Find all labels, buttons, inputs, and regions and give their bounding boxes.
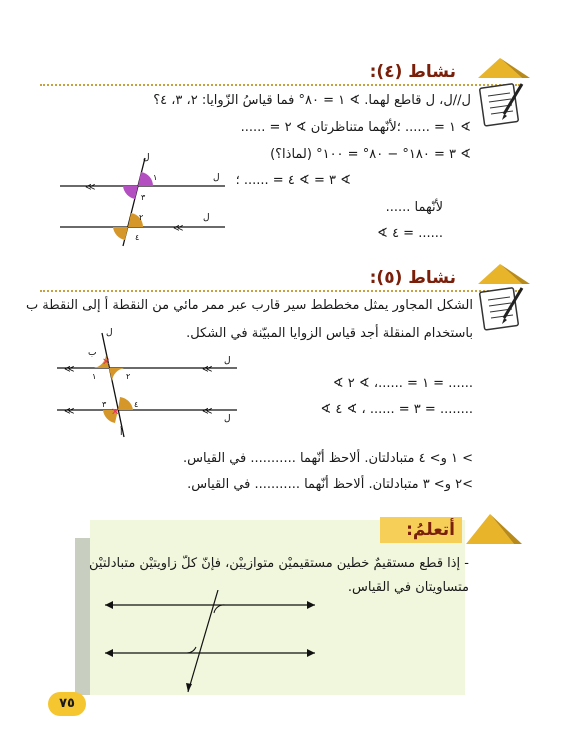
fig4-line-label: ل	[143, 153, 150, 163]
fig4-angle-label: ٤	[135, 233, 140, 242]
fig4-angle-label: ٢	[139, 213, 144, 222]
learn-parallel-lines-figure	[100, 590, 320, 695]
svg-text:≪: ≪	[85, 182, 96, 193]
fig5-point-b: ب	[88, 348, 97, 358]
fig5-angle-label: ٢	[126, 372, 131, 381]
svg-text:✕: ✕	[111, 407, 120, 418]
svg-text:✕: ✕	[102, 357, 111, 368]
activity5-line2: باستخدام المنقلة أجد قياس الزوايا المبيّنة في الشكل.	[186, 326, 473, 341]
fig5-line-label: ل	[224, 356, 231, 366]
fig5-angle-label: ١	[92, 372, 97, 381]
fig5-angle-label: ٤	[134, 400, 139, 409]
activity4-line1: ل∕∕ل، ل قاطع لهما. ∢ ١ = ٨٠° فما قياسُ الزّوايا: ٢، ٣، ٤؟	[153, 93, 471, 108]
activity5-line6: >٢ و> ٣ متبادلتان. ألاحظ أنّهما ........... في القياس.	[187, 477, 473, 492]
svg-text:≪: ≪	[64, 406, 75, 417]
header-triangle-icon	[470, 56, 530, 78]
notebook-pencil-icon	[478, 80, 528, 128]
fig4-line-label: ل	[213, 173, 220, 183]
fig5-angle-label: ٣	[102, 400, 107, 409]
activity5-title: نشاط (٥):	[369, 268, 456, 288]
fig4-angle-label: ٣	[141, 193, 146, 202]
svg-text:≪: ≪	[64, 364, 75, 375]
svg-text:≪: ≪	[173, 223, 184, 234]
learn-side-bar	[75, 538, 90, 695]
fig4-angle-label: ١	[153, 173, 158, 182]
parallel-lines-figure-4	[55, 150, 230, 250]
svg-text:≪: ≪	[202, 364, 213, 375]
fig5-line-label: ل	[224, 414, 231, 424]
fig5-line-label: ل	[106, 328, 113, 338]
activity4-line2: ∢ ١ = ...... ؛لأنّهما متناظرتان ∢ ٢ = ......	[240, 120, 471, 135]
activity4-line4: ∢ ٣ = ∢ ٤ = ...... ؛	[235, 173, 351, 188]
activity5-line3: ∢ ١ = ......، ∢ ٢ = ......	[332, 376, 473, 391]
learn-title: أتعلمُ:	[406, 520, 455, 540]
learn-triangle-icon	[462, 510, 522, 546]
activity5-line4: ∢ ٣ = ...... ، ∢ ٤ = ........	[320, 402, 473, 417]
page-number: ٧٥	[48, 692, 86, 716]
activity4-line3: ∢ ٣ = ١٨٠° − ٨٠° = ١٠٠° (لماذا؟)	[270, 147, 471, 162]
header-divider	[40, 290, 520, 292]
boat-path-figure-5	[52, 325, 242, 445]
header-triangle-icon	[470, 262, 530, 284]
activity4-title: نشاط (٤):	[369, 62, 456, 82]
learn-line2: متساويتان في القياس.	[347, 580, 469, 595]
svg-text:≪: ≪	[202, 406, 213, 417]
notebook-pencil-icon	[478, 284, 528, 332]
fig4-line-label: ل	[203, 213, 210, 223]
learn-line1: - إذا قطع مستقيمٌ خطين مستقيميْن متوازييْن، فإنّ كلّ زاويتيْن متبادلتيْن	[89, 556, 469, 571]
activity4-line6: ∢ ٤ = ......	[377, 226, 443, 241]
activity4-line5: لأنّهما ......	[385, 200, 443, 215]
activity5-line1: الشكل المجاور يمثل مخططط سير قارب عبر ممر مائي من النقطة أ إلى النقطة ب	[25, 298, 473, 313]
fig5-point-a: أ	[120, 428, 123, 438]
activity5-line5: > ١ و> ٤ متبادلتان. ألاحظ أنّهما ........... في القياس.	[183, 451, 473, 466]
header-divider	[40, 84, 520, 86]
